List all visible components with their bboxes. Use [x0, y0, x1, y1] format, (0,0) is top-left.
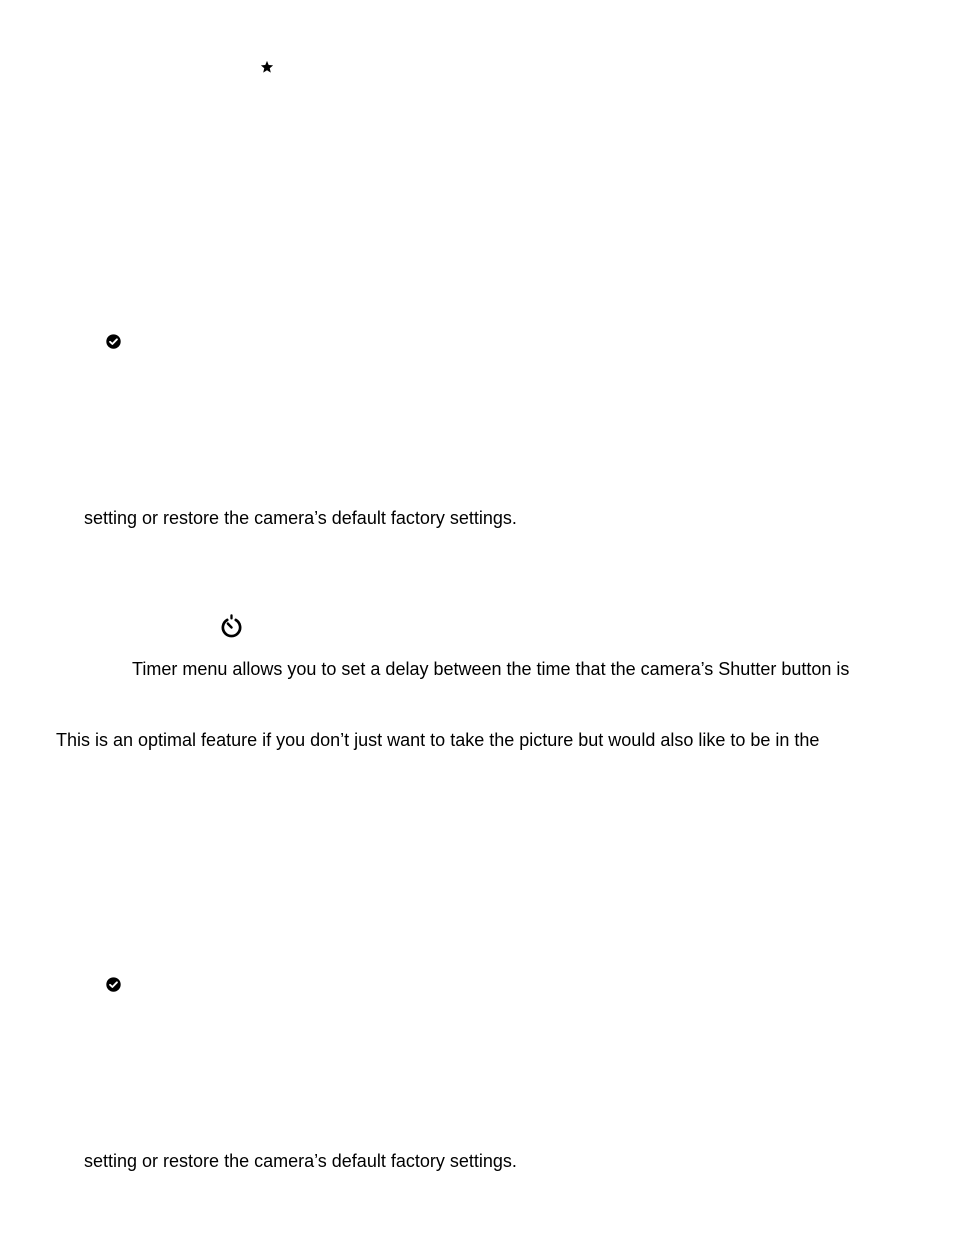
self-timer-icon [220, 614, 243, 638]
optimal-feature-text: This is an optimal feature if you don’t just want to take the picture but would also like to be in the [56, 730, 820, 750]
check-circle-icon [106, 977, 121, 992]
star-icon [260, 60, 274, 74]
timer-menu-text: Timer menu allows you to set a delay between the time that the camera’s Shutter button is [132, 659, 850, 679]
section2-tail-text: setting or restore the camera’s default factory settings. [84, 1151, 517, 1171]
check-circle-icon [106, 334, 121, 349]
section1-tail-text: setting or restore the camera’s default factory settings. [84, 508, 517, 528]
